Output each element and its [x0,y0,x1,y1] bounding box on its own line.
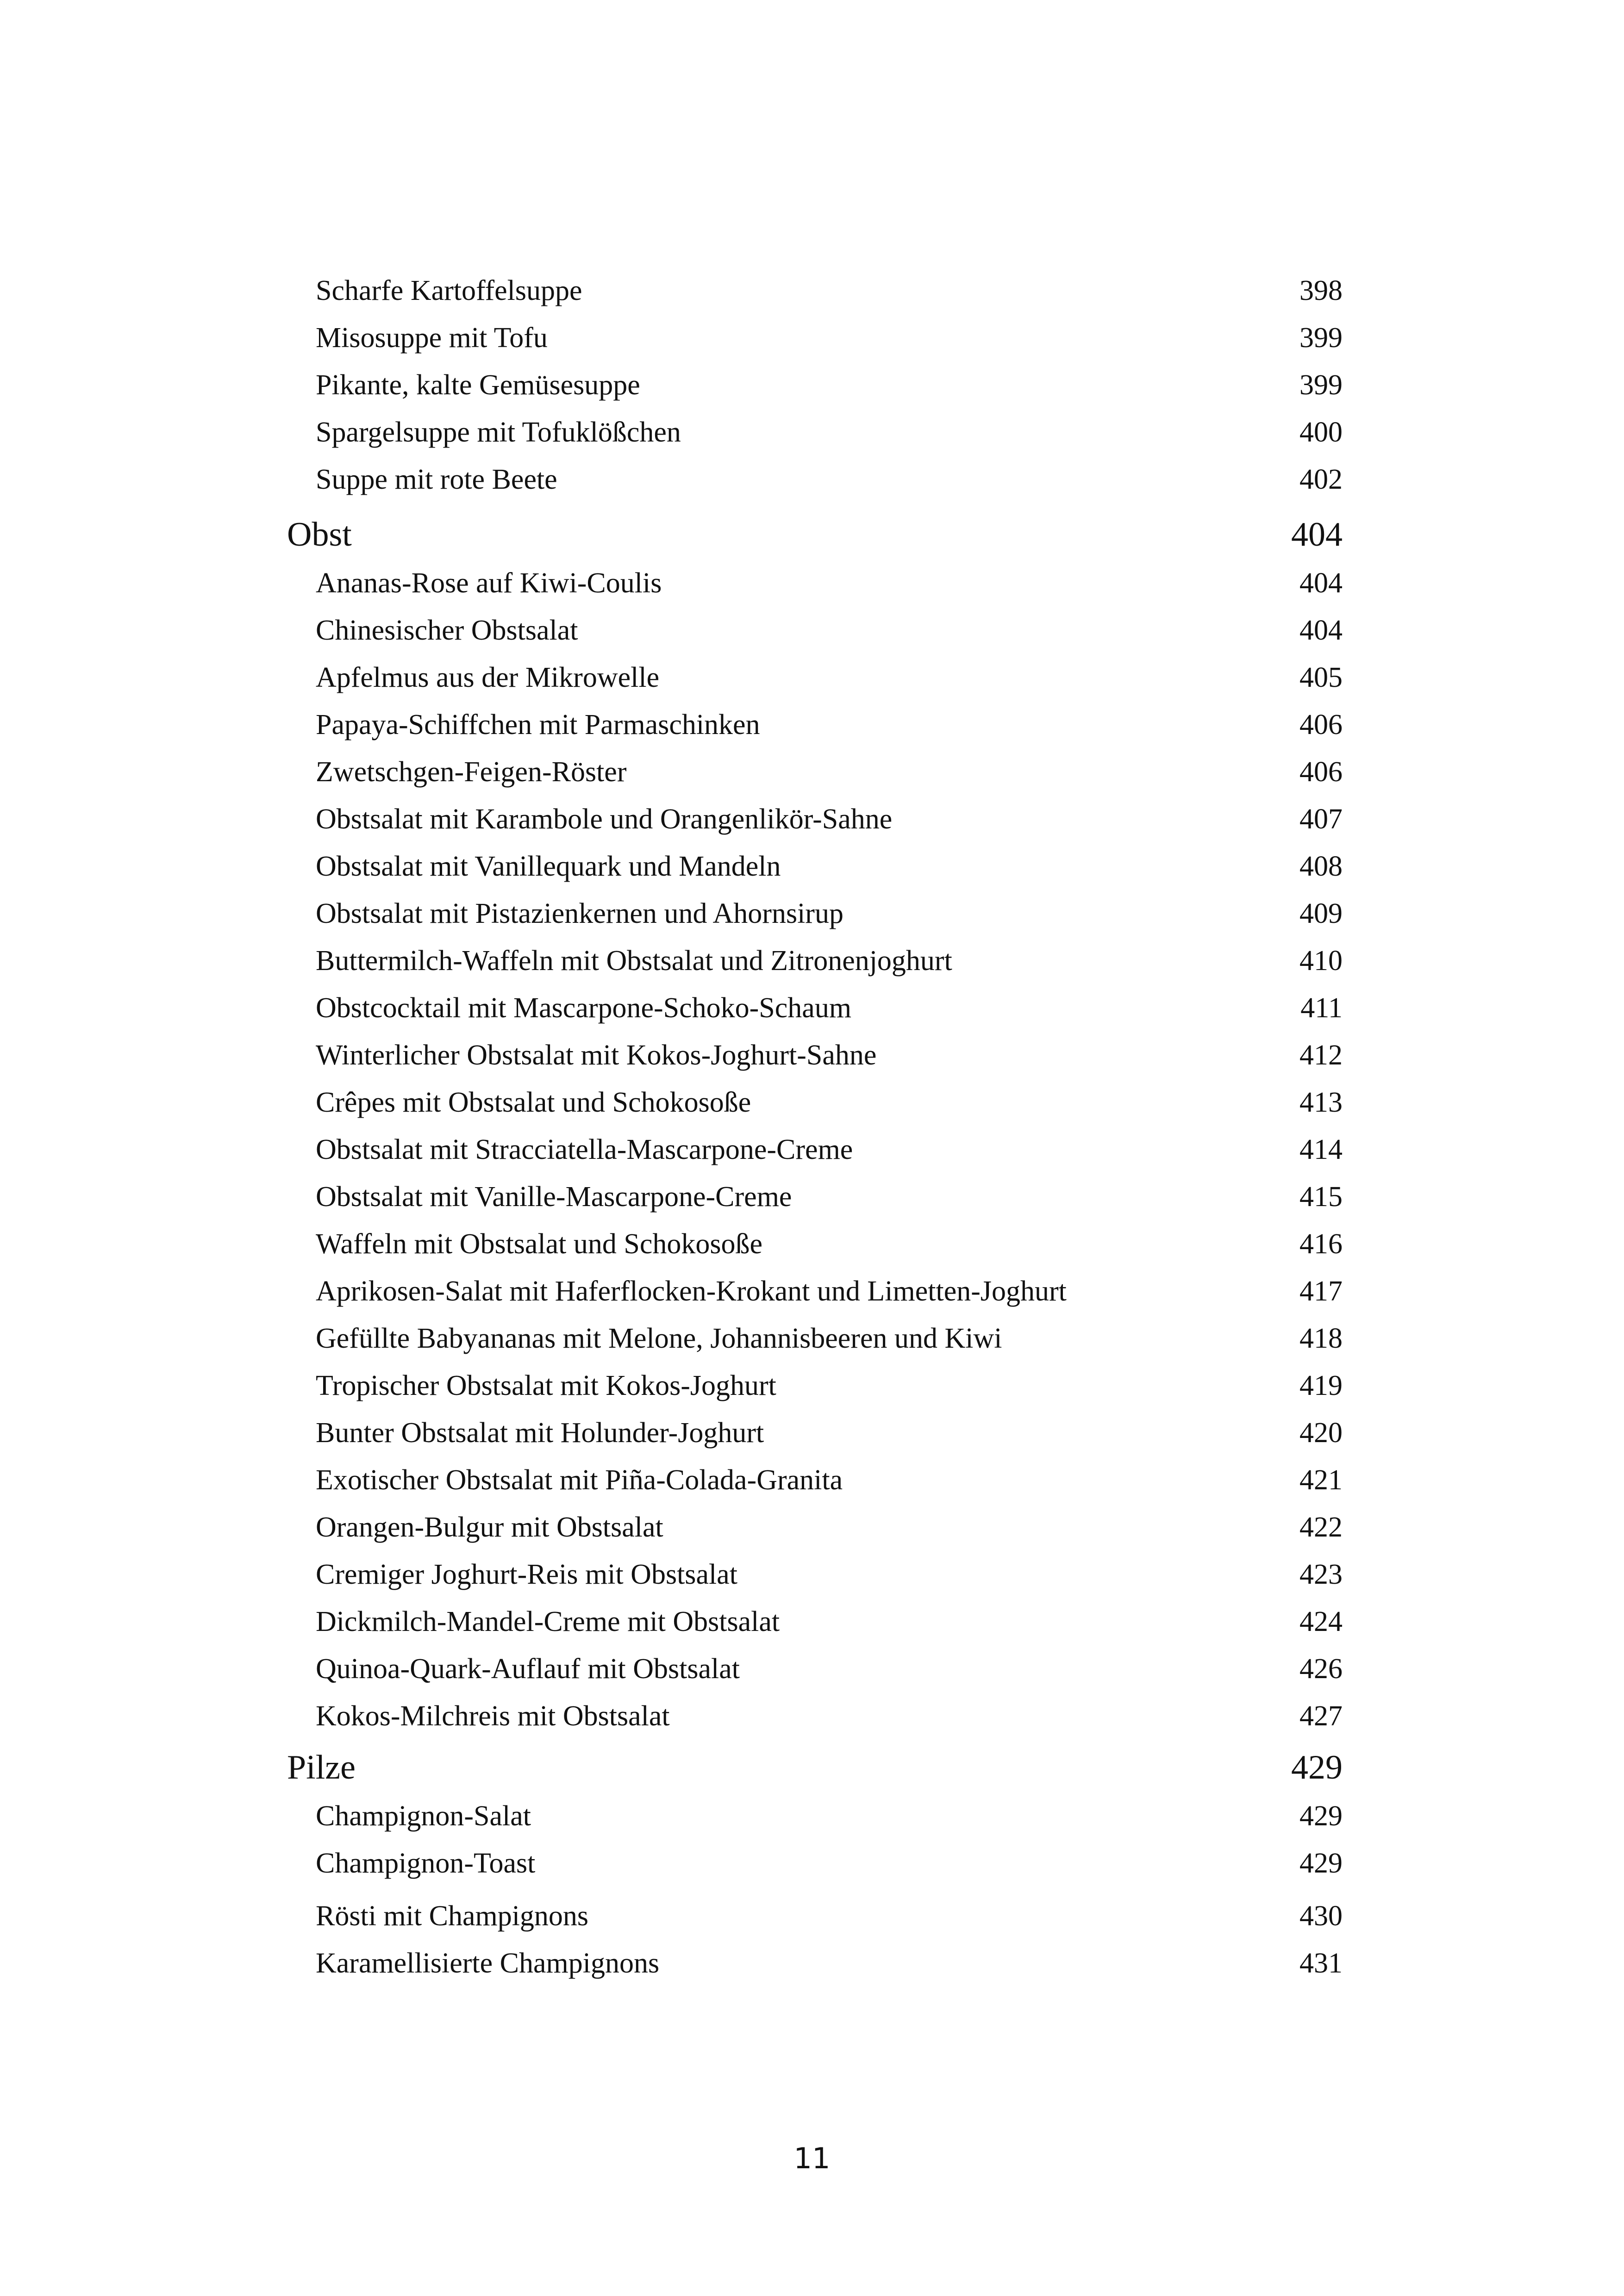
toc-entry [316,566,1343,601]
toc-entry [316,320,1343,355]
toc-entry-page: 406 [1299,756,1343,788]
toc-entry-page: 411 [1300,992,1343,1024]
toc-entry [316,1946,1343,1981]
toc-section-title: Obst [287,516,352,554]
toc-entry-page: 417 [1299,1276,1343,1307]
toc-entry-page: 404 [1299,615,1343,646]
toc-entry-page: 414 [1299,1134,1343,1165]
toc-section-title: Pilze [287,1748,356,1786]
toc-entry [316,1226,1343,1262]
toc-entry-title: Obstsalat mit Karambole und Orangenlikör-Sahne [316,803,893,835]
toc-entry-page: 412 [1299,1039,1343,1071]
toc-entry-page: 399 [1299,322,1343,354]
toc-entry [316,896,1343,931]
toc-entry [316,660,1343,695]
toc-entry-page: 399 [1299,369,1343,401]
toc-entry-page: 423 [1299,1559,1343,1590]
toc-entry [316,707,1343,742]
page-number: 11 [793,2141,831,2175]
toc-entry [316,1651,1343,1686]
toc-entry-title: Aprikosen-Salat mit Haferflocken-Krokant und Limetten-Joghurt [316,1276,1067,1307]
toc-entry [316,1132,1343,1167]
toc-entry-title: Apfelmus aus der Mikrowelle [316,662,660,693]
toc-entry-title: Obstcocktail mit Mascarpone-Schoko-Schaum [316,992,852,1024]
toc-entry-page: 427 [1299,1700,1343,1732]
toc-entry-page: 419 [1299,1370,1343,1401]
toc-entry [316,1898,1343,1934]
toc-entry-page: 426 [1299,1653,1343,1685]
toc-entry-title: Obstsalat mit Vanillequark und Mandeln [316,851,781,882]
toc-entry-title: Buttermilch-Waffeln mit Obstsalat und Zitronenjoghurt [316,945,952,977]
toc-entry-page: 420 [1299,1417,1343,1449]
toc-entry-page: 413 [1299,1087,1343,1118]
toc-entry-title: Obstsalat mit Stracciatella-Mascarpone-Creme [316,1134,853,1165]
toc-entry [316,613,1343,648]
toc-entry-page: 429 [1299,1800,1343,1832]
toc-entry-page: 415 [1299,1181,1343,1213]
toc-entry [316,1462,1343,1498]
toc-entry-page: 421 [1299,1464,1343,1496]
toc-entry [316,849,1343,884]
toc-entry-title: Zwetschgen-Feigen-Röster [316,756,627,788]
toc-entry-page: 407 [1299,803,1343,835]
toc-entry-title: Winterlicher Obstsalat mit Kokos-Joghurt-Sahne [316,1039,877,1071]
toc-section-heading-pilze [287,1747,1343,1788]
toc-entry-title: Obstsalat mit Pistazienkernen und Ahornsirup [316,898,843,929]
toc-entry-title: Papaya-Schiffchen mit Parmaschinken [316,709,760,740]
toc-entry [316,1415,1343,1450]
toc-section-page: 429 [1291,1748,1343,1786]
toc-entry-title: Tropischer Obstsalat mit Kokos-Joghurt [316,1370,776,1401]
toc-entry [316,1179,1343,1214]
toc-entry-page: 409 [1299,898,1343,929]
toc-entry-title: Obstsalat mit Vanille-Mascarpone-Creme [316,1181,792,1213]
toc-entry-page: 406 [1299,709,1343,740]
toc-entry [316,990,1343,1026]
toc-entry-page: 400 [1299,417,1343,448]
toc-entry-title: Exotischer Obstsalat mit Piña-Colada-Granita [316,1464,843,1496]
toc-entry [316,415,1343,450]
toc-entry-title: Gefüllte Babyananas mit Melone, Johannisbeeren und Kiwi [316,1323,1002,1354]
toc-entry-title: Champignon-Toast [316,1848,536,1879]
toc-entry-page: 429 [1299,1848,1343,1879]
toc-entry-page: 402 [1299,464,1343,495]
toc-entry [316,273,1343,308]
toc-section-heading-obst [287,514,1343,555]
toc-entry-title: Quinoa-Quark-Auflauf mit Obstsalat [316,1653,740,1685]
toc-entry [316,462,1343,497]
toc-entry [316,1846,1343,1881]
toc-entry-page: 430 [1299,1900,1343,1932]
toc-entry [316,1557,1343,1592]
toc-entry [316,1699,1343,1734]
toc-entry [316,943,1343,978]
toc-entry-page: 410 [1299,945,1343,977]
toc-entry-title: Suppe mit rote Beete [316,464,557,495]
toc-entry-title: Pikante, kalte Gemüsesuppe [316,369,640,401]
toc-entry-title: Dickmilch-Mandel-Creme mit Obstsalat [316,1606,780,1637]
toc-entry-title: Champignon-Salat [316,1800,531,1832]
toc-entry-title: Rösti mit Champignons [316,1900,589,1932]
toc-entry-page: 422 [1299,1512,1343,1543]
toc-entry [316,1085,1343,1120]
toc-entry-title: Scharfe Kartoffelsuppe [316,275,582,306]
toc-entry-page: 398 [1299,275,1343,306]
toc-entry-page: 424 [1299,1606,1343,1637]
toc-entry-page: 431 [1299,1948,1343,1979]
toc-entry [316,1368,1343,1403]
toc-entry [316,1604,1343,1639]
toc-entry [316,1321,1343,1356]
toc-entry-title: Orangen-Bulgur mit Obstsalat [316,1512,663,1543]
toc-entry-page: 418 [1299,1323,1343,1354]
toc-entry [316,367,1343,403]
toc-entry [316,1798,1343,1834]
toc-section-page: 404 [1291,516,1343,554]
toc-entry-page: 408 [1299,851,1343,882]
toc-entry-title: Ananas-Rose auf Kiwi-Coulis [316,567,662,599]
toc-entry-title: Chinesischer Obstsalat [316,615,578,646]
toc-entry [316,1510,1343,1545]
toc-entry-title: Cremiger Joghurt-Reis mit Obstsalat [316,1559,737,1590]
toc-entry [316,754,1343,790]
toc-entry-title: Spargelsuppe mit Tofuklößchen [316,417,681,448]
toc-entry [316,1038,1343,1073]
toc-entry-title: Waffeln mit Obstsalat und Schokosoße [316,1228,763,1260]
toc-entry-title: Crêpes mit Obstsalat und Schokosoße [316,1087,751,1118]
toc-entry-title: Kokos-Milchreis mit Obstsalat [316,1700,670,1732]
toc-entry [316,802,1343,837]
toc-entry-title: Karamellisierte Champignons [316,1948,660,1979]
toc-entry-title: Misosuppe mit Tofu [316,322,548,354]
toc-entry-page: 416 [1299,1228,1343,1260]
toc-entry-title: Bunter Obstsalat mit Holunder-Joghurt [316,1417,764,1449]
toc-entry-page: 404 [1299,567,1343,599]
toc-entry [316,1274,1343,1309]
toc-entry-page: 405 [1299,662,1343,693]
